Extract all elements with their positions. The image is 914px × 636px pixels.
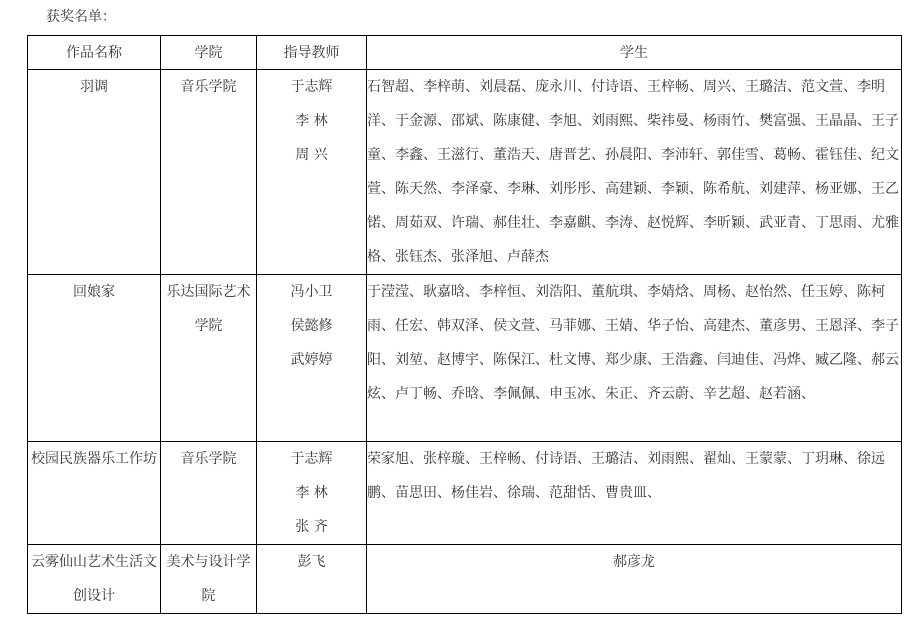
teachers-cell [257, 70, 367, 275]
teacher-name: 周 兴 [295, 147, 328, 163]
table-row [28, 545, 902, 614]
school-cell: 音乐学院 [161, 442, 257, 545]
table-row [28, 275, 902, 442]
teacher-name: 武婷婷 [290, 352, 333, 368]
students-cell: 郝彦龙 [367, 545, 902, 614]
school-cell: 美术与设计学院 [161, 545, 257, 614]
teacher-name: 于志辉 [290, 451, 333, 467]
header-work-name: 作品名称 [28, 36, 161, 70]
header-school: 学院 [161, 36, 257, 70]
table-header-row [28, 36, 902, 70]
page-heading: 获奖名单： [46, 9, 116, 25]
students-cell: 于滢滢、耿嘉晗、李梓恒、刘浩阳、董航琪、李婧焓、周杨、赵怡然、任玉婷、陈柯雨、任宏、韩双泽、侯文萱、马菲娜、王婧、华子怡、高建杰、董彦男、王恩泽、李子阳、刘堃、赵博宇、陈保江、杜文博、郑少康、王浩鑫、闫迪佳、冯烨、臧乙隆、郝云炫、卢丁畅、乔晗、李佩佩、申玉冰、朱正、齐云蔚、辛艺超、赵若涵、 [367, 275, 902, 442]
work-name-cell: 云雾仙山艺术生活文创设计 [28, 545, 161, 614]
teacher-name: 李 林 [295, 113, 328, 129]
teachers-cell [257, 545, 367, 614]
work-name-cell: 回娘家 [28, 275, 161, 442]
table-row [28, 442, 902, 545]
work-name-cell: 羽调 [28, 70, 161, 275]
school-cell: 音乐学院 [161, 70, 257, 275]
header-teachers: 指导教师 [257, 36, 367, 70]
students-cell: 石智超、李梓萌、刘晨磊、庞永川、付诗语、王梓畅、周兴、王璐洁、范文萱、李明洋、于金源、邵斌、陈康健、李旭、刘雨熙、柴祎曼、杨雨竹、樊富强、王晶晶、王子童、李鑫、王滋行、董浩天、唐晋艺、孙晨阳、李沛轩、郭佳雪、葛畅、霍钰佳、纪文萱、陈天然、李泽豪、李琳、刘彤彤、高建颖、李颖、陈希航、刘建萍、杨亚娜、王乙锘、周茹双、许瑞、郝佳壮、李嘉麒、李涛、赵悦辉、李昕颖、武亚青、丁思雨、尤雅格、张钰杰、张泽旭、卢薛杰 [367, 70, 902, 275]
header-students: 学生 [367, 36, 902, 70]
students-cell: 荣家旭、张梓璇、王梓畅、付诗语、王璐洁、刘雨熙、翟灿、王蒙蒙、丁玥琳、徐远鹏、苗思田、杨佳岩、徐瑞、范甜恬、曹贵皿、 [367, 442, 902, 545]
teacher-name: 侯懿修 [290, 318, 333, 334]
awards-table [27, 35, 902, 614]
teacher-name: 于志辉 [290, 79, 333, 95]
teacher-name: 冯小卫 [290, 284, 333, 300]
table-row [28, 70, 902, 275]
work-name-cell: 校园民族器乐工作坊 [28, 442, 161, 545]
teachers-cell [257, 275, 367, 442]
teachers-cell [257, 442, 367, 545]
teacher-name: 李 林 [295, 485, 328, 501]
school-cell: 乐达国际艺术学院 [161, 275, 257, 442]
teacher-name: 彭飞 [297, 554, 326, 570]
teacher-name: 张 齐 [295, 519, 328, 535]
